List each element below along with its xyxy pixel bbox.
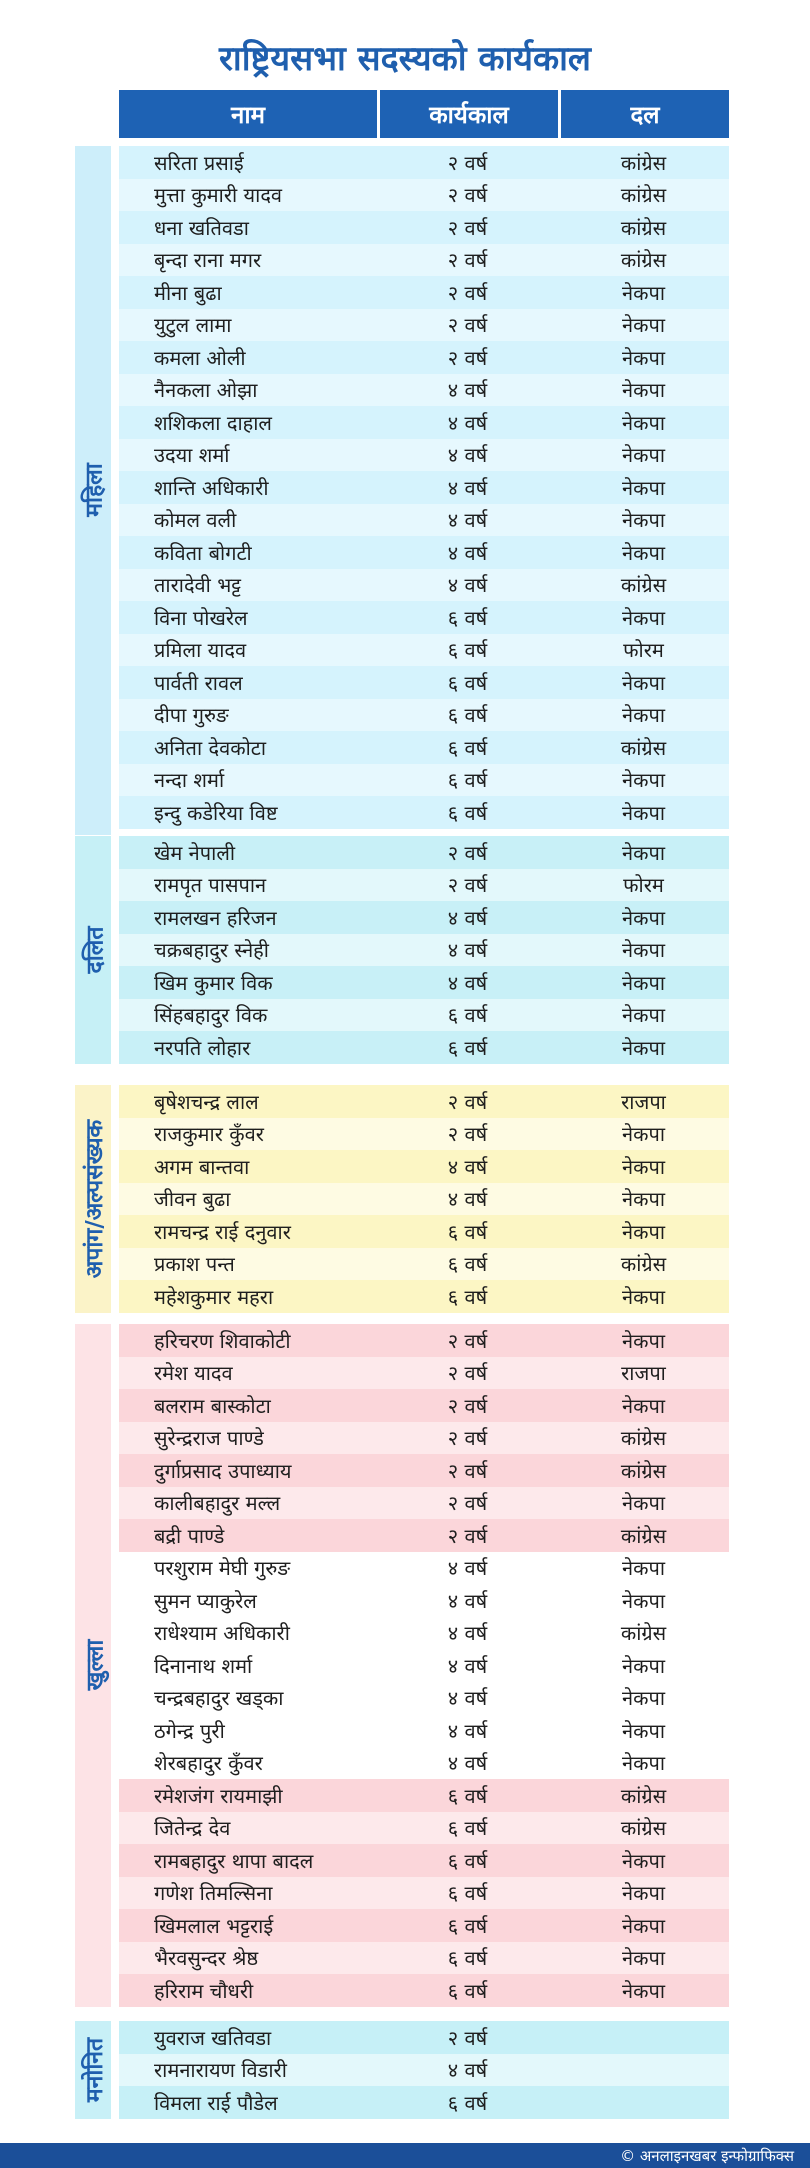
member-term: ६ वर्ष — [447, 605, 488, 630]
member-term: ४ वर्ष — [447, 1751, 488, 1776]
member-name: हरिचरण शिवाकोटी — [154, 1328, 291, 1353]
member-term: ६ वर्ष — [447, 1913, 488, 1938]
table-row — [119, 1974, 729, 2007]
member-name: दिनानाथ शर्मा — [154, 1653, 253, 1678]
column-header-name: नाम — [119, 90, 377, 138]
member-name: रामपृत पासपान — [154, 873, 267, 898]
table-row — [119, 934, 729, 967]
member-party: कांग्रेस — [620, 150, 667, 175]
member-term: ४ वर्ष — [447, 1621, 488, 1646]
table-row — [119, 836, 729, 869]
member-party: नेकपा — [622, 1003, 665, 1028]
table-row — [119, 341, 729, 374]
member-term: २ वर्ष — [447, 1089, 488, 1114]
member-name: अगम बान्तवा — [154, 1154, 250, 1179]
member-party: नेकपा — [622, 1284, 665, 1309]
group-label-text: अपांग/अल्पसंख्यक — [82, 1119, 109, 1278]
member-term: ४ वर्ष — [447, 573, 488, 598]
table-row — [119, 634, 729, 667]
member-name: दीपा गुरुङ — [154, 703, 229, 728]
member-term: ६ वर्ष — [447, 735, 488, 760]
member-party: राजपा — [621, 1089, 666, 1114]
credit-text: © अनलाइनखबर इन्फोग्राफिक्स — [620, 2146, 794, 2165]
member-name: ठगेन्द्र पुरी — [154, 1718, 225, 1743]
member-party: नेकपा — [622, 475, 665, 500]
member-term: ६ वर्ष — [447, 703, 488, 728]
member-term: ६ वर्ष — [447, 1946, 488, 1971]
member-party: नेकपा — [622, 1328, 665, 1353]
table-row — [119, 1649, 729, 1682]
group-label-text: मनोनित — [82, 2037, 108, 2102]
member-party: कांग्रेस — [620, 1621, 667, 1646]
table-row — [119, 699, 729, 732]
member-name: बृषेशचन्द्र लाल — [154, 1089, 259, 1114]
member-term: ६ वर्ष — [447, 1252, 488, 1277]
table-row — [119, 244, 729, 277]
member-term: २ वर्ष — [447, 2025, 488, 2050]
member-name: नैनकला ओझा — [154, 378, 258, 403]
member-term: ४ वर्ष — [447, 1718, 488, 1743]
member-term: ६ वर्ष — [447, 1978, 488, 2003]
member-term: २ वर्ष — [447, 183, 488, 208]
group-minority — [75, 1085, 731, 1313]
table-row — [119, 1118, 729, 1151]
member-term: ६ वर्ष — [447, 670, 488, 695]
member-term: ४ वर्ष — [447, 443, 488, 468]
member-name: भैरवसुन्दर श्रेष्ठ — [154, 1946, 259, 1971]
member-party: कांग्रेस — [620, 1458, 667, 1483]
member-party: कांग्रेस — [620, 1816, 667, 1841]
table-header — [119, 90, 729, 138]
member-term: २ वर्ष — [447, 280, 488, 305]
member-name: रामनारायण विडारी — [154, 2058, 287, 2083]
member-party: नेकपा — [622, 1219, 665, 1244]
table-row — [119, 966, 729, 999]
table-row — [119, 1248, 729, 1281]
member-name: नरपति लोहार — [154, 1035, 251, 1060]
member-name: रामचन्द्र राई दनुवार — [154, 1219, 291, 1244]
credit-footer — [0, 2143, 810, 2168]
table-row — [119, 504, 729, 537]
table-row — [119, 276, 729, 309]
member-name: तारादेवी भट्ट — [154, 573, 242, 598]
table-row — [119, 1389, 729, 1422]
member-name: कोमल वली — [154, 508, 237, 533]
table-row — [119, 2054, 729, 2087]
table-row — [119, 1584, 729, 1617]
member-party: नेकपा — [622, 1946, 665, 1971]
table-row — [119, 1877, 729, 1910]
member-term: २ वर्ष — [447, 1491, 488, 1516]
table-row — [119, 1942, 729, 1975]
table-row — [119, 374, 729, 407]
table-row — [119, 146, 729, 179]
member-party: नेकपा — [622, 508, 665, 533]
member-term: ४ वर्ष — [447, 970, 488, 995]
member-term: ४ वर्ष — [447, 1653, 488, 1678]
member-name: रामलखन हरिजन — [154, 905, 277, 930]
member-term: ४ वर्ष — [447, 1556, 488, 1581]
member-term: २ वर्ष — [447, 1122, 488, 1147]
member-name: शेरबहादुर कुँवर — [154, 1751, 263, 1776]
member-party: नेकपा — [622, 1154, 665, 1179]
member-party: नेकपा — [622, 378, 665, 403]
member-name: बद्री पाण्डे — [154, 1523, 225, 1548]
member-party: कांग्रेस — [620, 248, 667, 273]
group-label — [75, 146, 111, 835]
table-row — [119, 1280, 729, 1313]
member-term: ६ वर्ष — [447, 638, 488, 663]
member-name: खिम कुमार विक — [154, 970, 273, 995]
member-term: ४ वर्ष — [447, 1588, 488, 1613]
table-row — [119, 309, 729, 342]
table-row — [119, 471, 729, 504]
table-row — [119, 999, 729, 1032]
member-party: नेकपा — [622, 1848, 665, 1873]
group-dalit — [75, 836, 731, 1064]
member-name: विमला राई पौडेल — [154, 2090, 278, 2115]
member-term: ६ वर्ष — [447, 2090, 488, 2115]
member-name: प्रकाश पन्त — [154, 1252, 235, 1277]
member-name: पार्वती रावल — [154, 670, 243, 695]
member-name: कालीबहादुर मल्ल — [154, 1491, 281, 1516]
member-party: नेकपा — [622, 410, 665, 435]
member-party: नेकपा — [622, 768, 665, 793]
member-name: खेम नेपाली — [154, 840, 236, 865]
member-party: नेकपा — [622, 905, 665, 930]
member-term: ४ वर्ष — [447, 938, 488, 963]
member-name: अनिता देवकोटा — [154, 735, 267, 760]
member-term: २ वर्ष — [447, 873, 488, 898]
member-term: २ वर्ष — [447, 1458, 488, 1483]
member-term: ६ वर्ष — [447, 1816, 488, 1841]
member-party: नेकपा — [622, 1491, 665, 1516]
member-party: कांग्रेस — [620, 1426, 667, 1451]
table-row — [119, 1324, 729, 1357]
table-row — [119, 1747, 729, 1780]
member-name: बलराम बास्कोटा — [154, 1393, 271, 1418]
member-party: नेकपा — [622, 605, 665, 630]
member-name: दुर्गाप्रसाद उपाध्याय — [154, 1458, 292, 1483]
member-party: नेकपा — [622, 1588, 665, 1613]
member-term: ४ वर्ष — [447, 1187, 488, 1212]
column-header-term: कार्यकाल — [377, 90, 558, 138]
group-label — [75, 836, 111, 1064]
member-party: नेकपा — [622, 1978, 665, 2003]
table-row — [119, 1909, 729, 1942]
member-term: ४ वर्ष — [447, 1686, 488, 1711]
member-name: सुमन प्याकुरेल — [154, 1588, 257, 1613]
column-header-party: दल — [558, 90, 729, 138]
member-name: चन्द्रबहादुर खड्का — [154, 1686, 284, 1711]
member-party: नेकपा — [622, 443, 665, 468]
member-party: नेकपा — [622, 313, 665, 338]
member-name: मुत्ता कुमारी यादव — [154, 183, 283, 208]
member-name: युवराज खतिवडा — [154, 2025, 272, 2050]
table-row — [119, 1357, 729, 1390]
group-label — [75, 1324, 111, 2007]
member-term: ४ वर्ष — [447, 378, 488, 403]
group-rows — [119, 1324, 729, 2007]
table-row — [119, 569, 729, 602]
member-name: परशुराम मेघी गुरुङ — [154, 1556, 291, 1581]
table-row — [119, 1779, 729, 1812]
table-row — [119, 1085, 729, 1118]
member-term: ६ वर्ष — [447, 1848, 488, 1873]
table-row — [119, 406, 729, 439]
member-party: कांग्रेस — [620, 573, 667, 598]
table-row — [119, 1031, 729, 1064]
member-name: जीवन बुढा — [154, 1187, 231, 1212]
member-term: ६ वर्ष — [447, 1003, 488, 1028]
member-name: प्रमिला यादव — [154, 638, 247, 663]
page-title: राष्ट्रियसभा सदस्यको कार्यकाल — [219, 39, 591, 79]
member-name: युटुल लामा — [154, 313, 232, 338]
group-women — [75, 146, 731, 835]
table-row — [119, 2021, 729, 2054]
member-name: मीना बुढा — [154, 280, 222, 305]
group-nominated — [75, 2021, 731, 2119]
member-party: फोरम — [623, 873, 664, 898]
table-row — [119, 536, 729, 569]
member-party: कांग्रेस — [620, 735, 667, 760]
member-name: चक्रबहादुर स्नेही — [154, 938, 269, 963]
member-name: कविता बोगटी — [154, 540, 252, 565]
table-row — [119, 666, 729, 699]
member-name: राधेश्याम अधिकारी — [154, 1621, 290, 1646]
table-row — [119, 1454, 729, 1487]
table-row — [119, 1617, 729, 1650]
table-row — [119, 1422, 729, 1455]
table-row — [119, 1844, 729, 1877]
member-name: हरिराम चौधरी — [154, 1978, 254, 2003]
member-party: नेकपा — [622, 1881, 665, 1906]
member-party: नेकपा — [622, 1035, 665, 1060]
member-term: ४ वर्ष — [447, 475, 488, 500]
member-term: २ वर्ष — [447, 1426, 488, 1451]
member-name: शशिकला दाहाल — [154, 410, 272, 435]
member-name: उदया शर्मा — [154, 443, 230, 468]
member-term: २ वर्ष — [447, 313, 488, 338]
member-party: नेकपा — [622, 1393, 665, 1418]
member-party: नेकपा — [622, 703, 665, 728]
member-name: रमेशजंग रायमाझी — [154, 1783, 283, 1808]
member-party: नेकपा — [622, 670, 665, 695]
member-name: इन्दु कडेरिया विष्ट — [154, 800, 278, 825]
member-party: कांग्रेस — [620, 183, 667, 208]
member-name: धना खतिवडा — [154, 215, 249, 240]
member-name: कमला ओली — [154, 345, 246, 370]
member-party: नेकपा — [622, 970, 665, 995]
member-term: ६ वर्ष — [447, 1219, 488, 1244]
member-name: विना पोखरेल — [154, 605, 248, 630]
member-party: नेकपा — [622, 1122, 665, 1147]
table-row — [119, 211, 729, 244]
table-row — [119, 1215, 729, 1248]
member-name: खिमलाल भट्टराई — [154, 1913, 274, 1938]
member-party: नेकपा — [622, 800, 665, 825]
member-party: कांग्रेस — [620, 1783, 667, 1808]
member-party: कांग्रेस — [620, 215, 667, 240]
table-row — [119, 1519, 729, 1552]
group-rows — [119, 2021, 729, 2119]
member-name: नन्दा शर्मा — [154, 768, 225, 793]
member-name: गणेश तिमल्सिना — [154, 1881, 273, 1906]
table-row — [119, 439, 729, 472]
member-name: सिंहबहादुर विक — [154, 1003, 268, 1028]
member-party: कांग्रेस — [620, 1252, 667, 1277]
member-party: नेकपा — [622, 1653, 665, 1678]
member-party: कांग्रेस — [620, 1523, 667, 1548]
member-party: नेकपा — [622, 1751, 665, 1776]
table-row — [119, 796, 729, 829]
group-label-text: दलित — [82, 926, 108, 974]
member-term: ४ वर्ष — [447, 1154, 488, 1179]
member-party: नेकपा — [622, 840, 665, 865]
member-term: २ वर्ष — [447, 248, 488, 273]
member-term: २ वर्ष — [447, 1328, 488, 1353]
table-row — [119, 764, 729, 797]
group-label — [75, 1085, 111, 1313]
member-term: २ वर्ष — [447, 215, 488, 240]
member-name: रमेश यादव — [154, 1361, 233, 1386]
member-party: नेकपा — [622, 938, 665, 963]
table-row — [119, 1552, 729, 1585]
group-rows — [119, 836, 729, 1064]
member-term: २ वर्ष — [447, 345, 488, 370]
member-term: २ वर्ष — [447, 150, 488, 175]
member-party: नेकपा — [622, 540, 665, 565]
member-term: ४ वर्ष — [447, 540, 488, 565]
member-name: महेशकुमार महरा — [154, 1284, 274, 1309]
table-row — [119, 1487, 729, 1520]
member-term: ४ वर्ष — [447, 508, 488, 533]
member-party: फोरम — [623, 638, 664, 663]
member-term: ६ वर्ष — [447, 1881, 488, 1906]
group-rows — [119, 146, 729, 829]
table-row — [119, 869, 729, 902]
member-term: २ वर्ष — [447, 1523, 488, 1548]
group-open — [75, 1324, 731, 2007]
member-name: सरिता प्रसाई — [154, 150, 244, 175]
table-row — [119, 1183, 729, 1216]
group-rows — [119, 1085, 729, 1313]
member-party: नेकपा — [622, 1686, 665, 1711]
member-term: २ वर्ष — [447, 1361, 488, 1386]
table-row — [119, 2086, 729, 2119]
table-row — [119, 1682, 729, 1715]
member-term: ४ वर्ष — [447, 905, 488, 930]
table-row — [119, 179, 729, 212]
member-party: नेकपा — [622, 345, 665, 370]
member-term: ४ वर्ष — [447, 410, 488, 435]
member-term: २ वर्ष — [447, 840, 488, 865]
group-label-text: महिला — [82, 463, 109, 517]
member-term: ६ वर्ष — [447, 1783, 488, 1808]
member-party: नेकपा — [622, 1556, 665, 1581]
group-label — [75, 2021, 111, 2119]
member-party: नेकपा — [622, 280, 665, 305]
table-row — [119, 1812, 729, 1845]
member-term: ६ वर्ष — [447, 768, 488, 793]
table-row — [119, 601, 729, 634]
member-term: २ वर्ष — [447, 1393, 488, 1418]
member-term: ६ वर्ष — [447, 1035, 488, 1060]
table-row — [119, 901, 729, 934]
member-name: सुरेन्द्रराज पाण्डे — [154, 1426, 264, 1451]
member-term: ६ वर्ष — [447, 1284, 488, 1309]
member-party: नेकपा — [622, 1187, 665, 1212]
member-term: ४ वर्ष — [447, 2058, 488, 2083]
member-party: नेकपा — [622, 1718, 665, 1743]
member-party: नेकपा — [622, 1913, 665, 1938]
table-row — [119, 1714, 729, 1747]
table-row — [119, 731, 729, 764]
member-name: रामबहादुर थापा बादल — [154, 1848, 314, 1873]
group-label-text: खुल्ला — [82, 1639, 108, 1691]
member-name: राजकुमार कुँवर — [154, 1122, 264, 1147]
member-term: ६ वर्ष — [447, 800, 488, 825]
member-name: बृन्दा राना मगर — [154, 248, 262, 273]
member-party: राजपा — [621, 1361, 666, 1386]
member-name: शान्ति अधिकारी — [154, 475, 269, 500]
member-name: जितेन्द्र देव — [154, 1816, 231, 1841]
table-row — [119, 1150, 729, 1183]
